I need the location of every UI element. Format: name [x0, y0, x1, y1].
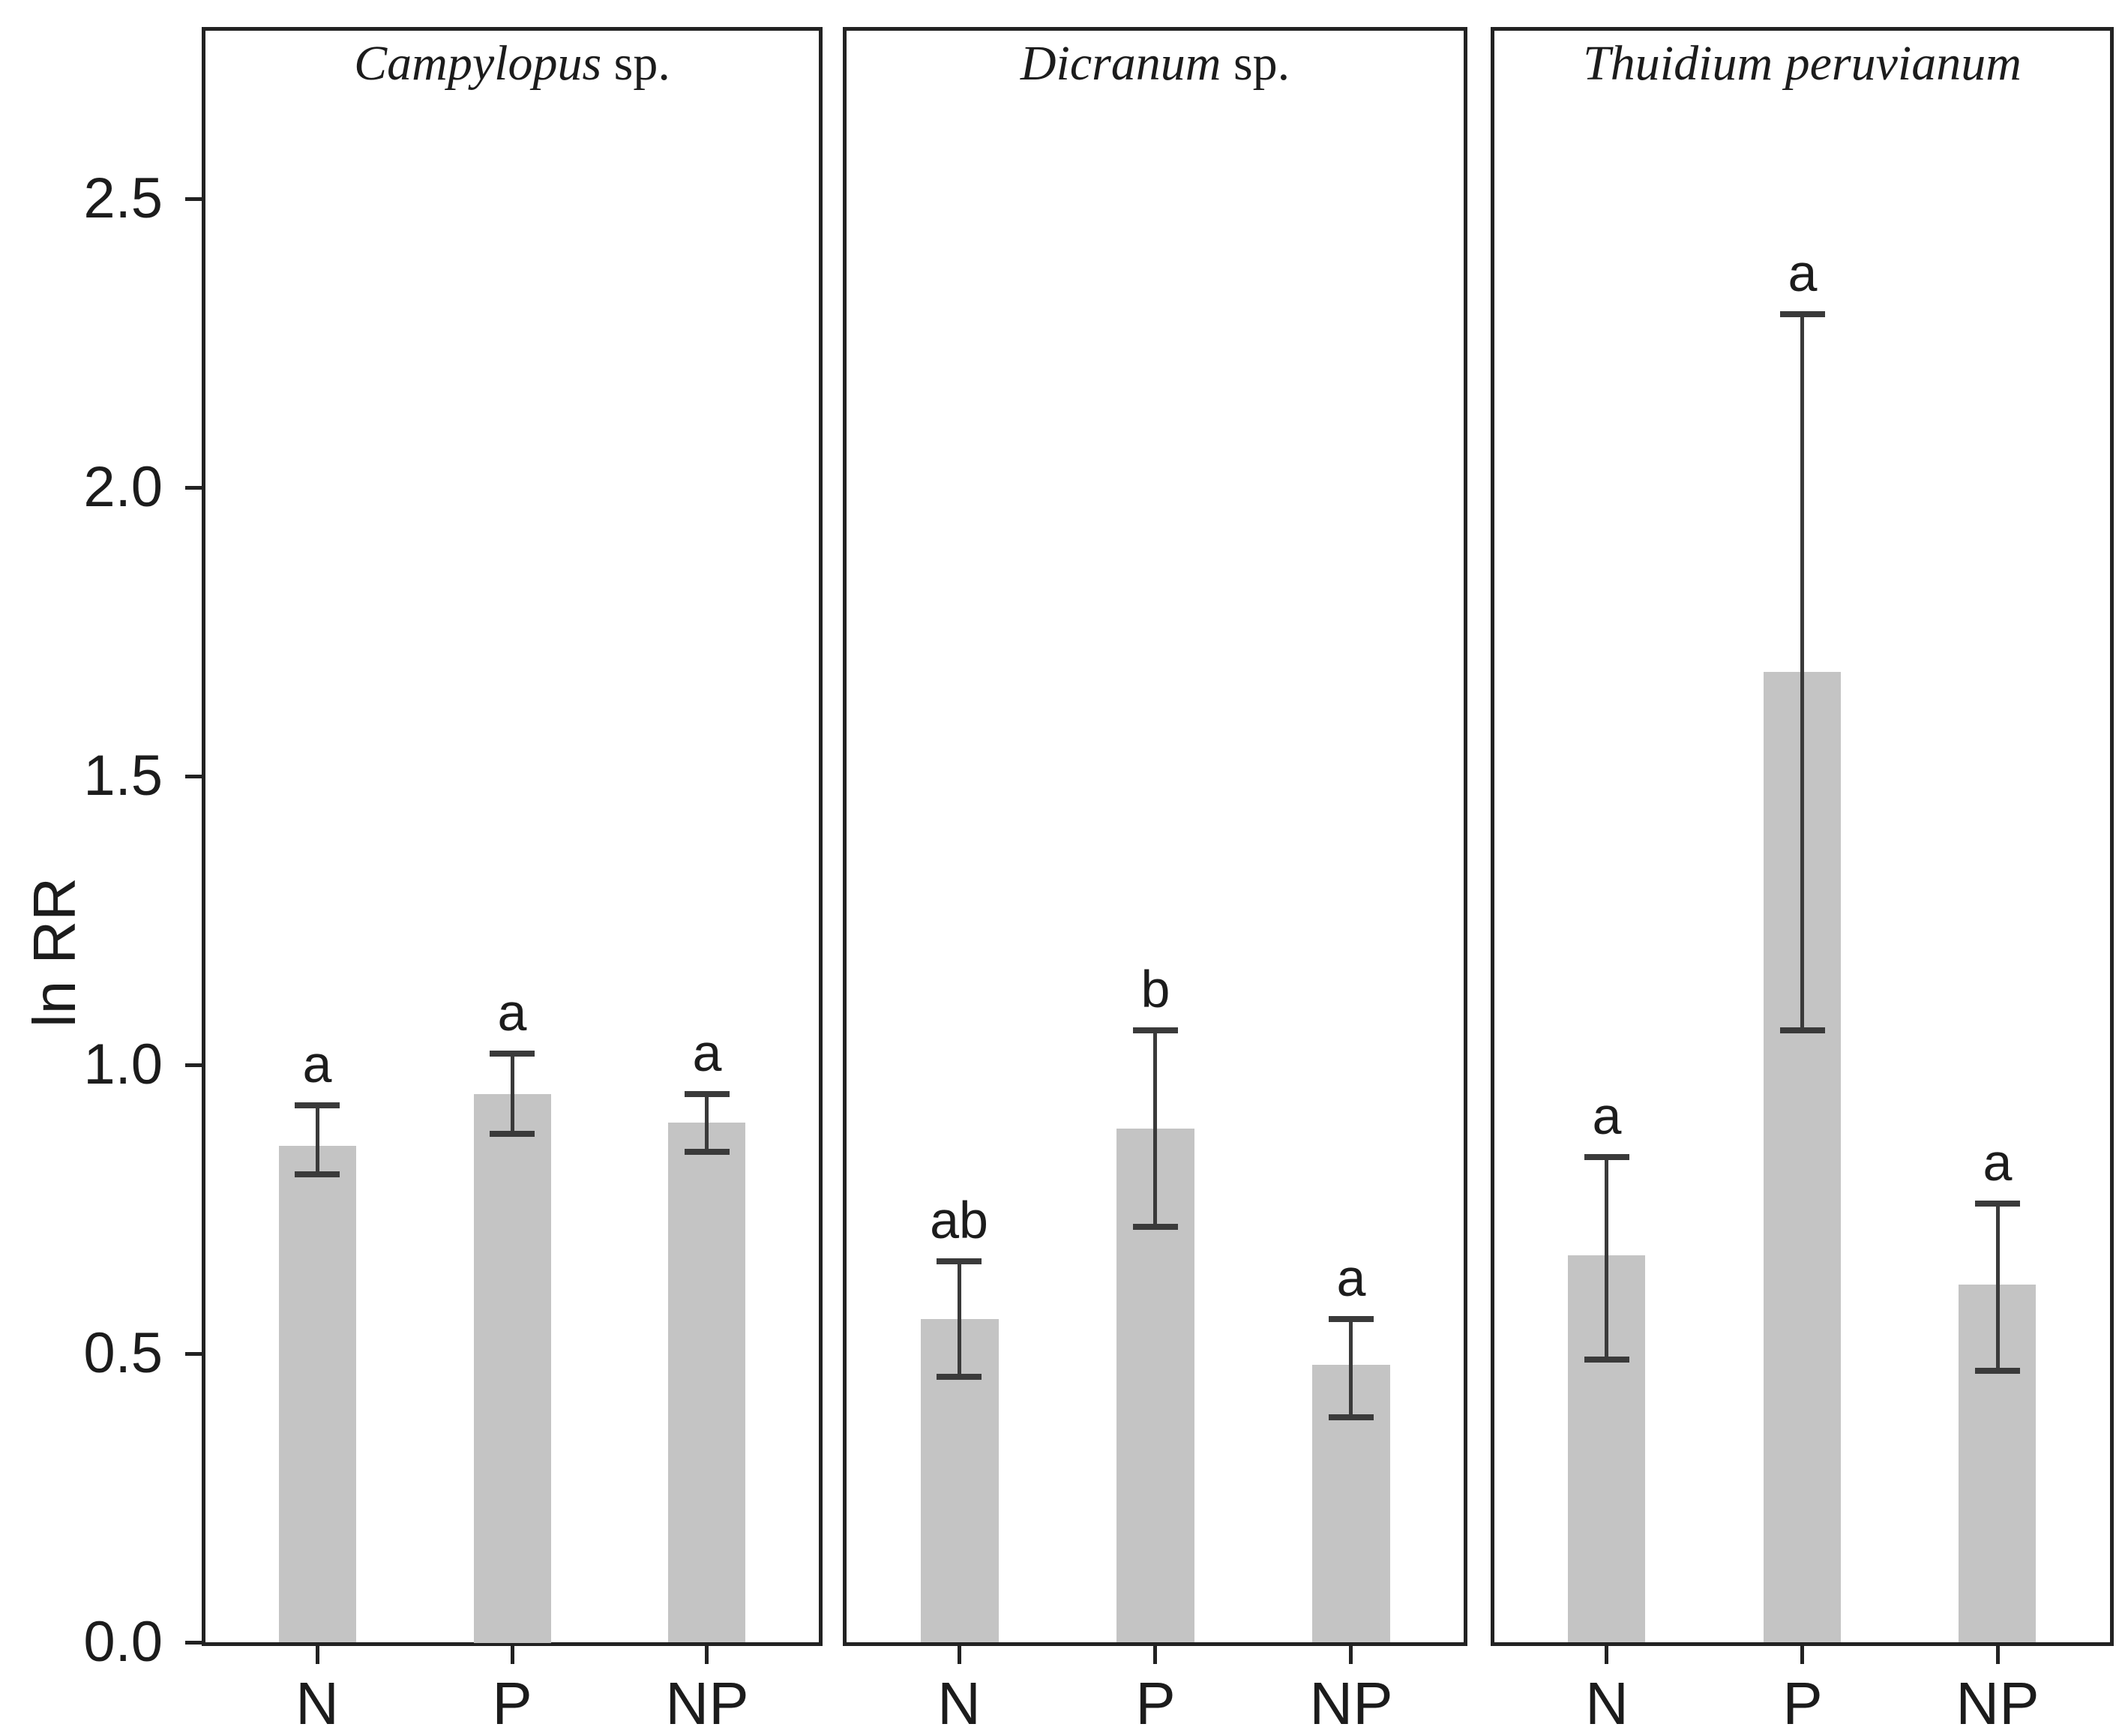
error-bar-cap-bottom	[1780, 1027, 1825, 1033]
significance-letter: b	[1140, 960, 1170, 1018]
x-tick-label: NP	[1956, 1670, 2040, 1736]
x-tick-mark	[1800, 1646, 1804, 1664]
x-tick-label: P	[1782, 1670, 1823, 1736]
y-tick-label: 1.5	[83, 744, 163, 808]
y-axis-title: ln RR	[21, 877, 88, 1028]
significance-letter: a	[692, 1024, 722, 1082]
x-tick-label: NP	[1309, 1670, 1393, 1736]
panel-title	[1492, 36, 2112, 91]
x-tick-mark	[1605, 1646, 1608, 1664]
error-bar-cap-top	[1780, 311, 1825, 317]
y-tick-label: 1.0	[83, 1033, 163, 1096]
y-tick-label: 2.0	[83, 455, 163, 519]
y-tick-label: 0.5	[83, 1321, 163, 1385]
significance-letter: a	[302, 1035, 332, 1093]
error-bar-line	[1605, 1157, 1608, 1360]
significance-letter: a	[1336, 1249, 1366, 1307]
y-tick-label: 2.5	[83, 166, 163, 230]
error-bar-line	[1800, 314, 1804, 1030]
x-tick-label: P	[492, 1670, 532, 1736]
error-bar-cap-bottom	[1975, 1368, 2020, 1374]
x-tick-label: NP	[665, 1670, 749, 1736]
error-bar-line	[1996, 1204, 2000, 1371]
x-tick-mark	[1996, 1646, 2000, 1664]
panel-title-species: Dicranum	[1020, 36, 1221, 91]
x-tick-label: N	[1585, 1670, 1629, 1736]
panel-title-species: Thuidium peruvianum	[1583, 36, 2022, 91]
error-bar-cap-top	[1975, 1201, 2020, 1207]
y-tick-label: 0.0	[83, 1610, 163, 1674]
error-bar-cap-top	[1584, 1154, 1629, 1160]
significance-letter: a	[1788, 244, 1818, 302]
error-bar-cap-bottom	[1584, 1357, 1629, 1363]
x-tick-label: P	[1135, 1670, 1176, 1736]
significance-letter: a	[1983, 1133, 2013, 1192]
panel-title-species: Campylopus	[354, 36, 602, 91]
significance-letter: a	[497, 983, 527, 1042]
x-tick-label: N	[937, 1670, 981, 1736]
significance-letter: ab	[930, 1191, 988, 1249]
significance-letter: a	[1592, 1087, 1622, 1145]
x-tick-label: N	[295, 1670, 339, 1736]
panel-title-suffix: sp.	[1221, 36, 1290, 91]
panel-title-suffix: sp.	[601, 36, 670, 91]
